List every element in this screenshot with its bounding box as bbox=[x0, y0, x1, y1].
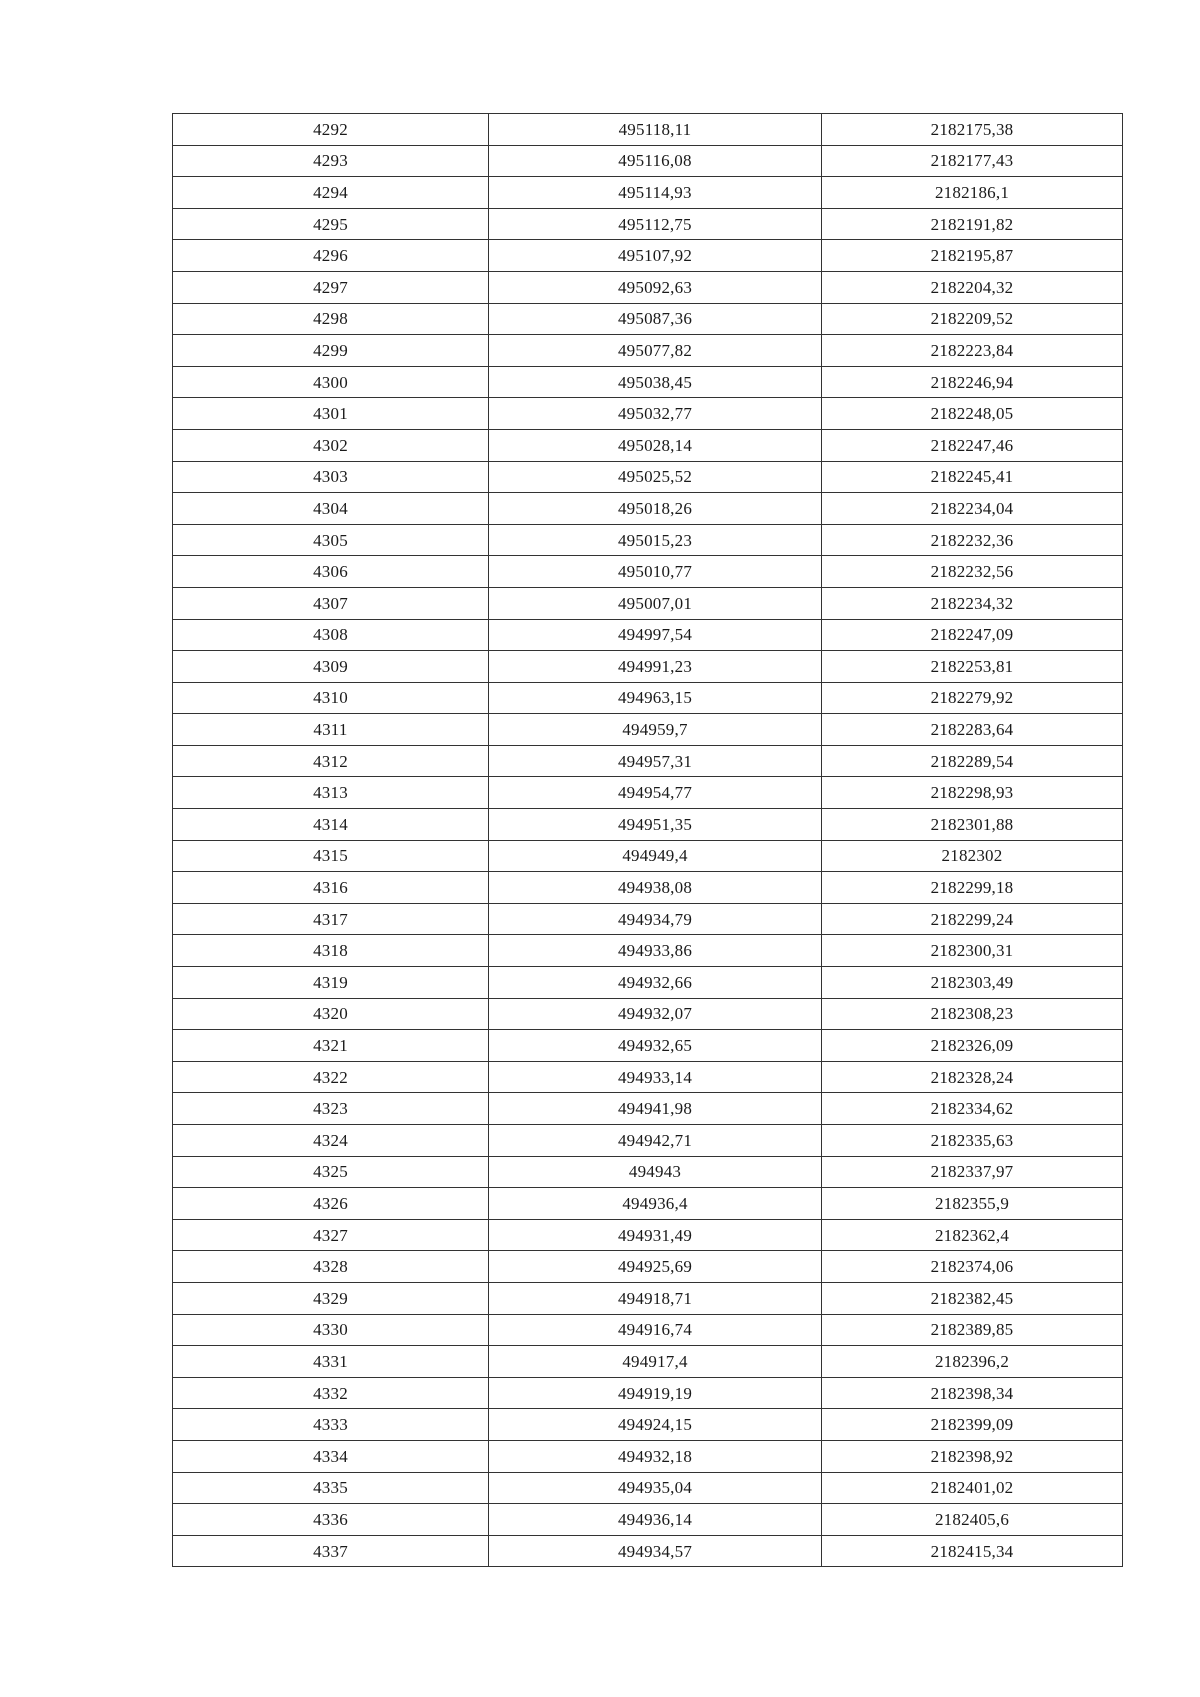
x-coordinate-cell: 495087,36 bbox=[489, 303, 822, 335]
x-coordinate-cell: 494932,65 bbox=[489, 1030, 822, 1062]
x-coordinate-cell: 494963,15 bbox=[489, 682, 822, 714]
table-row bbox=[173, 1061, 1123, 1093]
table-row bbox=[173, 903, 1123, 935]
y-coordinate-cell: 2182415,34 bbox=[822, 1535, 1123, 1567]
y-coordinate-cell: 2182396,2 bbox=[822, 1346, 1123, 1378]
x-coordinate-cell: 494938,08 bbox=[489, 872, 822, 904]
table-row bbox=[173, 366, 1123, 398]
x-coordinate-cell: 494936,4 bbox=[489, 1188, 822, 1220]
table-row bbox=[173, 587, 1123, 619]
point-number-cell: 4313 bbox=[173, 777, 489, 809]
point-number-cell: 4319 bbox=[173, 967, 489, 999]
x-coordinate-cell: 494954,77 bbox=[489, 777, 822, 809]
table-row bbox=[173, 714, 1123, 746]
y-coordinate-cell: 2182398,92 bbox=[822, 1440, 1123, 1472]
y-coordinate-cell: 2182299,24 bbox=[822, 903, 1123, 935]
table-row bbox=[173, 303, 1123, 335]
table-row bbox=[173, 177, 1123, 209]
x-coordinate-cell: 495107,92 bbox=[489, 240, 822, 272]
point-number-cell: 4332 bbox=[173, 1377, 489, 1409]
x-coordinate-cell: 494942,71 bbox=[489, 1125, 822, 1157]
coordinates-table-body bbox=[173, 114, 1123, 1567]
y-coordinate-cell: 2182308,23 bbox=[822, 998, 1123, 1030]
point-number-cell: 4325 bbox=[173, 1156, 489, 1188]
point-number-cell: 4337 bbox=[173, 1535, 489, 1567]
x-coordinate-cell: 494932,66 bbox=[489, 967, 822, 999]
x-coordinate-cell: 494932,07 bbox=[489, 998, 822, 1030]
y-coordinate-cell: 2182204,32 bbox=[822, 271, 1123, 303]
y-coordinate-cell: 2182232,56 bbox=[822, 556, 1123, 588]
table-row bbox=[173, 1440, 1123, 1472]
point-number-cell: 4322 bbox=[173, 1061, 489, 1093]
point-number-cell: 4304 bbox=[173, 493, 489, 525]
table-row bbox=[173, 1314, 1123, 1346]
table-row bbox=[173, 935, 1123, 967]
point-number-cell: 4324 bbox=[173, 1125, 489, 1157]
table-row bbox=[173, 1030, 1123, 1062]
x-coordinate-cell: 494931,49 bbox=[489, 1219, 822, 1251]
x-coordinate-cell: 494935,04 bbox=[489, 1472, 822, 1504]
x-coordinate-cell: 494951,35 bbox=[489, 809, 822, 841]
y-coordinate-cell: 2182279,92 bbox=[822, 682, 1123, 714]
table-row bbox=[173, 777, 1123, 809]
x-coordinate-cell: 495025,52 bbox=[489, 461, 822, 493]
point-number-cell: 4305 bbox=[173, 524, 489, 556]
point-number-cell: 4303 bbox=[173, 461, 489, 493]
y-coordinate-cell: 2182355,9 bbox=[822, 1188, 1123, 1220]
table-row bbox=[173, 398, 1123, 430]
point-number-cell: 4321 bbox=[173, 1030, 489, 1062]
point-number-cell: 4297 bbox=[173, 271, 489, 303]
x-coordinate-cell: 494957,31 bbox=[489, 745, 822, 777]
point-number-cell: 4296 bbox=[173, 240, 489, 272]
point-number-cell: 4310 bbox=[173, 682, 489, 714]
table-row bbox=[173, 1093, 1123, 1125]
y-coordinate-cell: 2182399,09 bbox=[822, 1409, 1123, 1441]
x-coordinate-cell: 495007,01 bbox=[489, 587, 822, 619]
table-row bbox=[173, 1346, 1123, 1378]
x-coordinate-cell: 494936,14 bbox=[489, 1504, 822, 1536]
y-coordinate-cell: 2182186,1 bbox=[822, 177, 1123, 209]
x-coordinate-cell: 494932,18 bbox=[489, 1440, 822, 1472]
point-number-cell: 4317 bbox=[173, 903, 489, 935]
table-row bbox=[173, 1535, 1123, 1567]
point-number-cell: 4328 bbox=[173, 1251, 489, 1283]
x-coordinate-cell: 494991,23 bbox=[489, 651, 822, 683]
table-row bbox=[173, 429, 1123, 461]
y-coordinate-cell: 2182334,62 bbox=[822, 1093, 1123, 1125]
table-row bbox=[173, 461, 1123, 493]
y-coordinate-cell: 2182247,09 bbox=[822, 619, 1123, 651]
point-number-cell: 4323 bbox=[173, 1093, 489, 1125]
x-coordinate-cell: 495028,14 bbox=[489, 429, 822, 461]
x-coordinate-cell: 495018,26 bbox=[489, 493, 822, 525]
point-number-cell: 4307 bbox=[173, 587, 489, 619]
x-coordinate-cell: 494933,86 bbox=[489, 935, 822, 967]
x-coordinate-cell: 495116,08 bbox=[489, 145, 822, 177]
x-coordinate-cell: 494919,19 bbox=[489, 1377, 822, 1409]
x-coordinate-cell: 494917,4 bbox=[489, 1346, 822, 1378]
point-number-cell: 4335 bbox=[173, 1472, 489, 1504]
y-coordinate-cell: 2182337,97 bbox=[822, 1156, 1123, 1188]
table-row bbox=[173, 1282, 1123, 1314]
y-coordinate-cell: 2182298,93 bbox=[822, 777, 1123, 809]
y-coordinate-cell: 2182209,52 bbox=[822, 303, 1123, 335]
x-coordinate-cell: 495032,77 bbox=[489, 398, 822, 430]
x-coordinate-cell: 495010,77 bbox=[489, 556, 822, 588]
x-coordinate-cell: 494941,98 bbox=[489, 1093, 822, 1125]
table-row bbox=[173, 493, 1123, 525]
y-coordinate-cell: 2182328,24 bbox=[822, 1061, 1123, 1093]
y-coordinate-cell: 2182283,64 bbox=[822, 714, 1123, 746]
y-coordinate-cell: 2182362,4 bbox=[822, 1219, 1123, 1251]
table-row bbox=[173, 1409, 1123, 1441]
y-coordinate-cell: 2182253,81 bbox=[822, 651, 1123, 683]
x-coordinate-cell: 494997,54 bbox=[489, 619, 822, 651]
point-number-cell: 4329 bbox=[173, 1282, 489, 1314]
point-number-cell: 4334 bbox=[173, 1440, 489, 1472]
point-number-cell: 4314 bbox=[173, 809, 489, 841]
table-row bbox=[173, 556, 1123, 588]
x-coordinate-cell: 495114,93 bbox=[489, 177, 822, 209]
x-coordinate-cell: 495112,75 bbox=[489, 208, 822, 240]
x-coordinate-cell: 494943 bbox=[489, 1156, 822, 1188]
point-number-cell: 4299 bbox=[173, 335, 489, 367]
x-coordinate-cell: 495038,45 bbox=[489, 366, 822, 398]
y-coordinate-cell: 2182335,63 bbox=[822, 1125, 1123, 1157]
point-number-cell: 4333 bbox=[173, 1409, 489, 1441]
x-coordinate-cell: 495077,82 bbox=[489, 335, 822, 367]
point-number-cell: 4311 bbox=[173, 714, 489, 746]
point-number-cell: 4302 bbox=[173, 429, 489, 461]
point-number-cell: 4294 bbox=[173, 177, 489, 209]
y-coordinate-cell: 2182299,18 bbox=[822, 872, 1123, 904]
table-row bbox=[173, 619, 1123, 651]
y-coordinate-cell: 2182175,38 bbox=[822, 114, 1123, 146]
point-number-cell: 4315 bbox=[173, 840, 489, 872]
point-number-cell: 4308 bbox=[173, 619, 489, 651]
table-row bbox=[173, 208, 1123, 240]
point-number-cell: 4316 bbox=[173, 872, 489, 904]
y-coordinate-cell: 2182232,36 bbox=[822, 524, 1123, 556]
table-row bbox=[173, 240, 1123, 272]
table-row bbox=[173, 1219, 1123, 1251]
y-coordinate-cell: 2182234,32 bbox=[822, 587, 1123, 619]
x-coordinate-cell: 495092,63 bbox=[489, 271, 822, 303]
table-row bbox=[173, 998, 1123, 1030]
point-number-cell: 4295 bbox=[173, 208, 489, 240]
table-row bbox=[173, 114, 1123, 146]
point-number-cell: 4331 bbox=[173, 1346, 489, 1378]
table-row bbox=[173, 682, 1123, 714]
y-coordinate-cell: 2182246,94 bbox=[822, 366, 1123, 398]
table-row bbox=[173, 1188, 1123, 1220]
y-coordinate-cell: 2182389,85 bbox=[822, 1314, 1123, 1346]
y-coordinate-cell: 2182303,49 bbox=[822, 967, 1123, 999]
y-coordinate-cell: 2182326,09 bbox=[822, 1030, 1123, 1062]
x-coordinate-cell: 494949,4 bbox=[489, 840, 822, 872]
point-number-cell: 4300 bbox=[173, 366, 489, 398]
y-coordinate-cell: 2182405,6 bbox=[822, 1504, 1123, 1536]
table-row bbox=[173, 1504, 1123, 1536]
point-number-cell: 4309 bbox=[173, 651, 489, 683]
table-row bbox=[173, 745, 1123, 777]
y-coordinate-cell: 2182401,02 bbox=[822, 1472, 1123, 1504]
y-coordinate-cell: 2182245,41 bbox=[822, 461, 1123, 493]
table-row bbox=[173, 1125, 1123, 1157]
table-row bbox=[173, 967, 1123, 999]
table-row bbox=[173, 1377, 1123, 1409]
point-number-cell: 4312 bbox=[173, 745, 489, 777]
x-coordinate-cell: 494925,69 bbox=[489, 1251, 822, 1283]
point-number-cell: 4293 bbox=[173, 145, 489, 177]
y-coordinate-cell: 2182191,82 bbox=[822, 208, 1123, 240]
y-coordinate-cell: 2182398,34 bbox=[822, 1377, 1123, 1409]
x-coordinate-cell: 494924,15 bbox=[489, 1409, 822, 1441]
point-number-cell: 4292 bbox=[173, 114, 489, 146]
y-coordinate-cell: 2182248,05 bbox=[822, 398, 1123, 430]
point-number-cell: 4301 bbox=[173, 398, 489, 430]
point-number-cell: 4318 bbox=[173, 935, 489, 967]
table-row bbox=[173, 335, 1123, 367]
x-coordinate-cell: 494934,57 bbox=[489, 1535, 822, 1567]
x-coordinate-cell: 494934,79 bbox=[489, 903, 822, 935]
table-row bbox=[173, 840, 1123, 872]
point-number-cell: 4330 bbox=[173, 1314, 489, 1346]
y-coordinate-cell: 2182289,54 bbox=[822, 745, 1123, 777]
y-coordinate-cell: 2182177,43 bbox=[822, 145, 1123, 177]
y-coordinate-cell: 2182374,06 bbox=[822, 1251, 1123, 1283]
x-coordinate-cell: 495118,11 bbox=[489, 114, 822, 146]
x-coordinate-cell: 495015,23 bbox=[489, 524, 822, 556]
y-coordinate-cell: 2182223,84 bbox=[822, 335, 1123, 367]
table-row bbox=[173, 872, 1123, 904]
x-coordinate-cell: 494933,14 bbox=[489, 1061, 822, 1093]
x-coordinate-cell: 494916,74 bbox=[489, 1314, 822, 1346]
table-row bbox=[173, 809, 1123, 841]
point-number-cell: 4306 bbox=[173, 556, 489, 588]
y-coordinate-cell: 2182247,46 bbox=[822, 429, 1123, 461]
y-coordinate-cell: 2182301,88 bbox=[822, 809, 1123, 841]
y-coordinate-cell: 2182234,04 bbox=[822, 493, 1123, 525]
point-number-cell: 4298 bbox=[173, 303, 489, 335]
coordinates-table bbox=[172, 113, 1123, 1567]
x-coordinate-cell: 494959,7 bbox=[489, 714, 822, 746]
point-number-cell: 4320 bbox=[173, 998, 489, 1030]
y-coordinate-cell: 2182302 bbox=[822, 840, 1123, 872]
table-row bbox=[173, 1472, 1123, 1504]
point-number-cell: 4327 bbox=[173, 1219, 489, 1251]
point-number-cell: 4336 bbox=[173, 1504, 489, 1536]
table-row bbox=[173, 524, 1123, 556]
table-row bbox=[173, 651, 1123, 683]
y-coordinate-cell: 2182195,87 bbox=[822, 240, 1123, 272]
y-coordinate-cell: 2182382,45 bbox=[822, 1282, 1123, 1314]
x-coordinate-cell: 494918,71 bbox=[489, 1282, 822, 1314]
point-number-cell: 4326 bbox=[173, 1188, 489, 1220]
table-row bbox=[173, 1156, 1123, 1188]
table-row bbox=[173, 1251, 1123, 1283]
table-row bbox=[173, 271, 1123, 303]
table-row bbox=[173, 145, 1123, 177]
y-coordinate-cell: 2182300,31 bbox=[822, 935, 1123, 967]
